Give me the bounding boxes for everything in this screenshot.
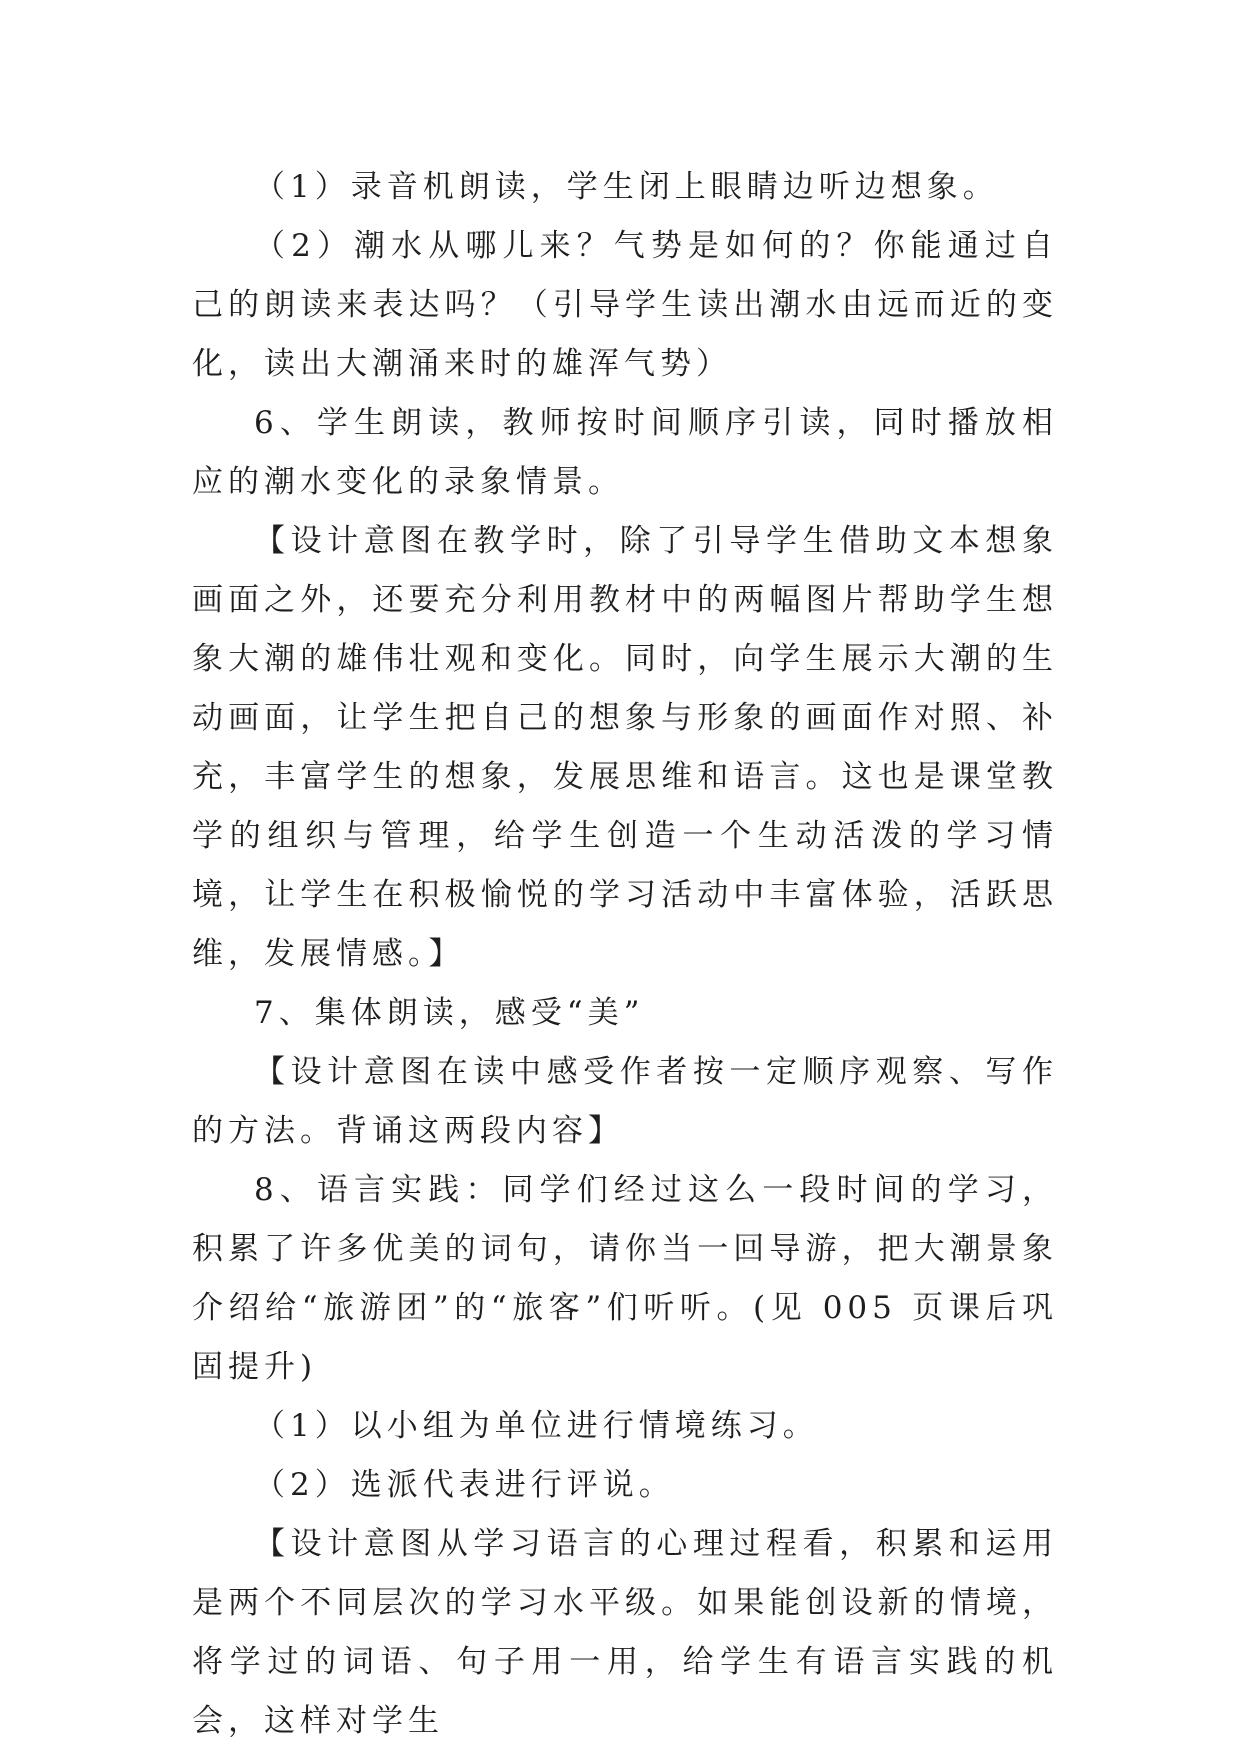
document-page [192, 158, 1058, 1751]
paragraph-item-7: 7、集体朗读，感受“美” [254, 995, 645, 1031]
paragraph-design-intent-1: 【设计意图在教学时，除了引导学生借助文本想象画面之外，还要充分利用教材中的两幅图片帮助学生想象大潮的雄伟壮观和变化。同时，向学生展示大潮的生动画面，让学生把自己的想象与形象的画面作对照、补充，丰富学生的想象，发展思维和语言。这也是课堂教学的组织与管理，给学生创造一个生动活泼的学习情境，让学生在积极愉悦的学习活动中丰富体验，活跃思维，发展情感。】 [192, 523, 1058, 972]
paragraph-item-6: 6、学生朗读，教师按时间顺序引读，同时播放相应的潮水变化的录象情景。 [192, 405, 1058, 500]
paragraph-design-intent-2: 【设计意图在读中感受作者按一定顺序观察、写作的方法。背诵这两段内容】 [192, 1054, 1058, 1149]
paragraph-step-1: （1）录音机朗读，学生闭上眼睛边听边想象。 [254, 169, 999, 205]
paragraph-design-intent-3: 【设计意图从学习语言的心理过程看，积累和运用是两个不同层次的学习水平级。如果能创设新的情境，将学过的词语、句子用一用，给学生有语言实践的机会，这样对学生 [192, 1526, 1058, 1739]
paragraph-substep-1: （1）以小组为单位进行情境练习。 [254, 1408, 819, 1444]
paragraph-substep-2: （2）选派代表进行评说。 [254, 1467, 675, 1503]
paragraph-step-2: （2）潮水从哪儿来？气势是如何的？你能通过自己的朗读来表达吗？（引导学生读出潮水由远而近的变化，读出大潮涌来时的雄浑气势） [192, 228, 1058, 382]
paragraph-item-8: 8、语言实践：同学们经过这么一段时间的学习，积累了许多优美的词句，请你当一回导游，把大潮景象介绍给“旅游团”的“旅客”们听听。(见 005 页课后巩固提升) [192, 1172, 1058, 1385]
